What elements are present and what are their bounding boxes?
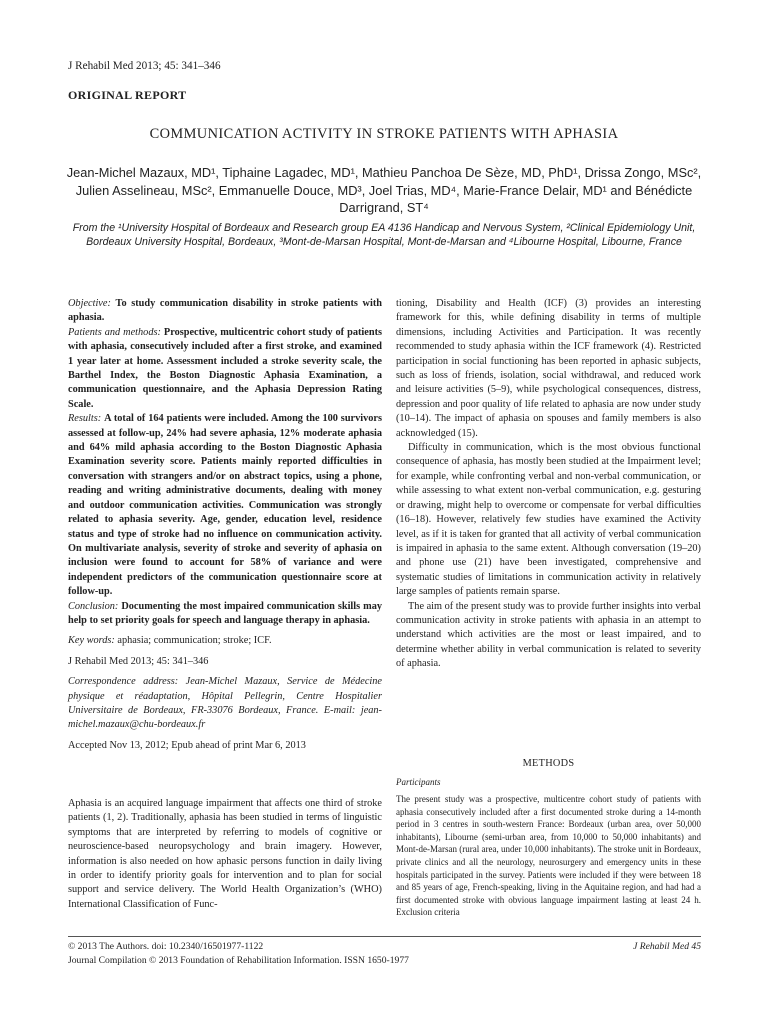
keywords-text: aphasia; communication; stroke; ICF.: [117, 635, 272, 647]
participants-heading: Participants: [396, 777, 441, 787]
author-list: Jean-Michel Mazaux, MD¹, Tiphaine Lagadec, MD¹, Mathieu Panchoa De Sèze, MD, PhD¹, Drissa Zongo, MSc², Julien Asselineau, MSc², Emmanuelle Douce, MD³, Joel Trias, MD⁴, Marie-France Delair, MD¹ and Bénédicte Darrigrand, ST⁴: [66, 165, 702, 215]
methods-paragraph: The present study was a prospective, multicentre cohort study of patients with aphasia consecutively included after a first documented stroke during a 14-month period in 3 centres in south-western France: Bordeaux (urban area, over 50,000 inhabitants), Libourne (semi-urban area, from 10,000 to 50,000 inhabitants) and Mont-de-Marsan (rural area, under 10,000 inhabitants). The stroke unit in Bordeaux, private clinics and all the neurology, neurosurgery and emergency units in these hospitals participated in the survey. Patients were included if they were between 18 and 85 years of age, French-speaking, living in the Aquitaine region, and had had a first documented stroke with obvious language impairment lasting at least 24 h. Exclusion criteria: [396, 794, 701, 918]
right-column: [396, 297, 701, 672]
article-title: COMMUNICATION ACTIVITY IN STROKE PATIENTS WITH APHASIA: [149, 126, 619, 142]
abstract-conclusion: [68, 600, 382, 629]
intro-paragraph: Aphasia is an acquired language impairment that affects one third of stroke patients (1, 2). Traditionally, aphasia has been studied in terms of linguistic symptoms that are interpreted by referring to models of cognitive or neuroscience-based neuropsychology and brain imagery. However, information is also needed on how aphasic persons function in daily living in order to identify priority goals for intervention and to plan for social support and service delivery. The World Health Organization’s (WHO) International Classification of Func-: [68, 798, 382, 910]
correspondence: Correspondence address: Jean-Michel Mazaux, Service de Médecine physique et réadaptation, Hôpital Pellegrin, Centre Hospitalier Universitaire de Bordeaux, FR-33076 Bordeaux, France. E-mail: jean-michel.mazaux@chu-bordeaux.fr: [68, 676, 382, 731]
conclusion-text: Documenting the most impaired communication skills may help to set priority goals for speech and language therapy in aphasia.: [68, 600, 382, 626]
keywords-label: Key words:: [68, 635, 115, 647]
section-label: ORIGINAL REPORT: [68, 88, 187, 102]
affiliations: From the ¹University Hospital of Bordeaux and Research group EA 4136 Handicap and Nervous System, ²Clinical Epidemiology Unit, Bordeaux University Hospital, Bordeaux, ³Mont-de-Marsan Hospital, Mont-de-Marsan and ⁴Libourne Hospital, Libourne, France: [72, 222, 696, 249]
abstract-methods: [68, 326, 382, 412]
results-text: A total of 164 patients were included. Among the 100 survivors assessed at follow-up, 24% had severe aphasia, 12% moderate aphasia and 64% mild aphasia according to the Boston Diagnostic Aphasia Examination severity score. Patients mainly reported difficulties in conversation with strangers and/or on abstract topics, using a phone, reading and writing administrative documents, dealing with money and outdoor communication activities. Communication was strongly related to aphasia severity. Age, gender, education level, residence status and type of stroke had no influence on communication activity. On multivariate analysis, severity of stroke and severity of aphasia on inclusion were found to account for 58% of variance and were independent predictors of the communication questionnaire score at follow-up.: [68, 413, 382, 598]
footer-compilation: Journal Compilation © 2013 Foundation of Rehabilitation Information. ISSN 1650-1977: [68, 955, 409, 966]
footer-doi: © 2013 The Authors. doi: 10.2340/16501977-1122: [68, 941, 264, 952]
objective-text: To study communication disability in stroke patients with aphasia.: [68, 298, 382, 324]
footer-journal: J Rehabil Med 45: [633, 941, 701, 952]
footer-divider: [68, 936, 701, 937]
abstract-citation: J Rehabil Med 2013; 45: 341–346: [68, 655, 209, 667]
journal-citation: J Rehabil Med 2013; 45: 341–346: [68, 60, 221, 72]
body-paragraph-2: Difficulty in communication, which is the most obvious functional consequence of aphasia, has mostly been studied at the Impairment level; for example, while confronting verbal and non-verbal communication, or while assessing to what extent non-verbal communication, e.g. gesturing or drawing, might help to overcome or compensate for verbal difficulties (16–18). However, relatively few studies have examined the Activity level, as if it is taken for granted that all activity of verbal communication is impaired in aphasia to the same extent. Although conversation (19–20) and phone use (21) have been investigated, comprehensive and systematic studies of limitations in communication activity in relatively large samples of patients remain sparse.: [396, 442, 701, 598]
body-paragraph-3: The aim of the present study was to provide further insights into verbal communication activity in stroke patients with aphasia in an attempt to understand which activities are the most or least impaired, and to determine whether ability in verbal communication is related to severity of aphasia.: [396, 600, 701, 670]
objective-label: Objective:: [68, 298, 111, 309]
methods-text: Prospective, multicentric cohort study of patients with aphasia, consecutively included after a first stroke, and examined 1 year later at home. Assessment included a stroke severity scale, the Barthel Index, the Boston Diagnostic Aphasia Examination, a communication questionnaire, and the Aphasia Depression Rating Scale.: [68, 326, 383, 410]
conclusion-label: Conclusion:: [68, 600, 119, 612]
results-label: Results:: [68, 413, 102, 425]
abstract-objective: [68, 297, 382, 326]
body-paragraph-1: tioning, Disability and Health (ICF) (3) provides an interesting framework for this, while defining disability in terms of multiple dimensions, including Activities and Participation. It was recently recommended to study aphasia within the ICF framework (4). Restricted participation in social functioning has been reported in aphasic subjects, such as loss of friends, isolation, social withdrawal, and reduced work and leisure activities (5–9), while psychological consequences, distress, depression and poor quality of life related to aphasia are now under study (10–14). The impact of aphasia on spouses and family members is also acknowledged (15).: [396, 298, 701, 439]
methods-heading: METHODS: [522, 758, 575, 769]
methods-label: Patients and methods:: [68, 326, 161, 338]
accepted-date: Accepted Nov 13, 2012; Epub ahead of print Mar 6, 2013: [68, 739, 306, 751]
abstract: [68, 297, 382, 753]
keywords: [68, 634, 382, 648]
abstract-results: [68, 412, 382, 599]
